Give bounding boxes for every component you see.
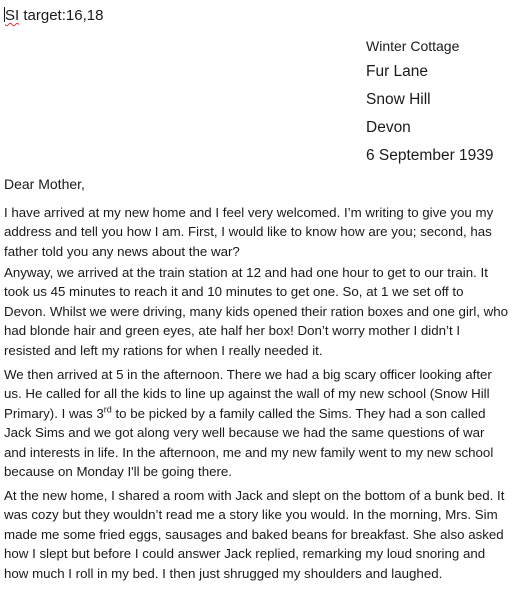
paragraph-3 <box>4 365 509 481</box>
address-house: Winter Cottage <box>366 38 460 54</box>
paragraph-2: Anyway, we arrived at the train station at 12 and had one hour to get to our train. It took us 45 minutes to reach it and 10 minutes to get one. So, at 1 we set off to Devon. Whilst we were driving, many kids opened their ration boxes and one girl, who had blonde hair and green eyes, ate half her box! Don’t worry mother I didn’t I resisted and left my rations for when I really needed it. <box>4 265 509 358</box>
ordinal-superscript: rd <box>103 404 112 415</box>
address-town: Snow Hill <box>366 91 431 108</box>
letter-greeting: Dear Mother, <box>4 176 85 192</box>
paragraph-3-start: We then arrived at 5 in the afternoon. There we had a big scary officer looking after us. He called for all the kids to line up against the wall of my new school (Snow Hill Primary). I was 3 <box>4 367 492 421</box>
address-county: Devon <box>366 119 411 136</box>
letter-date: 6 September 1939 <box>366 147 494 164</box>
address-street: Fur Lane <box>366 63 429 80</box>
si-target-value: target:16,18 <box>19 7 104 24</box>
paragraph-3-end: to be picked by a family called the Sims. They had a son called Jack Sims and we got along very well because we had the same questions of war and interests in life. In the afternoon, me and my new family went to my new school because on Monday I'll be going there. <box>4 405 494 480</box>
paragraph-1: I have arrived at my new home and I feel very welcomed. I’m writing to give you my address and tell you how I am. First, I would like to know how are you; second, has father told you any news about the war? <box>4 205 494 259</box>
si-label: SI <box>5 7 20 24</box>
paragraph-4: At the new home, I shared a room with Jack and slept on the bottom of a bunk bed. It was cozy but they wouldn’t read me a story like you would. In the morning, Mrs. Sim made me some fried eggs, sausages and baked beans for breakfast. She also asked how I slept but before I could answer Jack replied, remarking my loud snoring and how much I roll in my bed. I then just shrugged my shoulders and laughed. <box>4 488 505 581</box>
si-target-line <box>4 7 103 24</box>
